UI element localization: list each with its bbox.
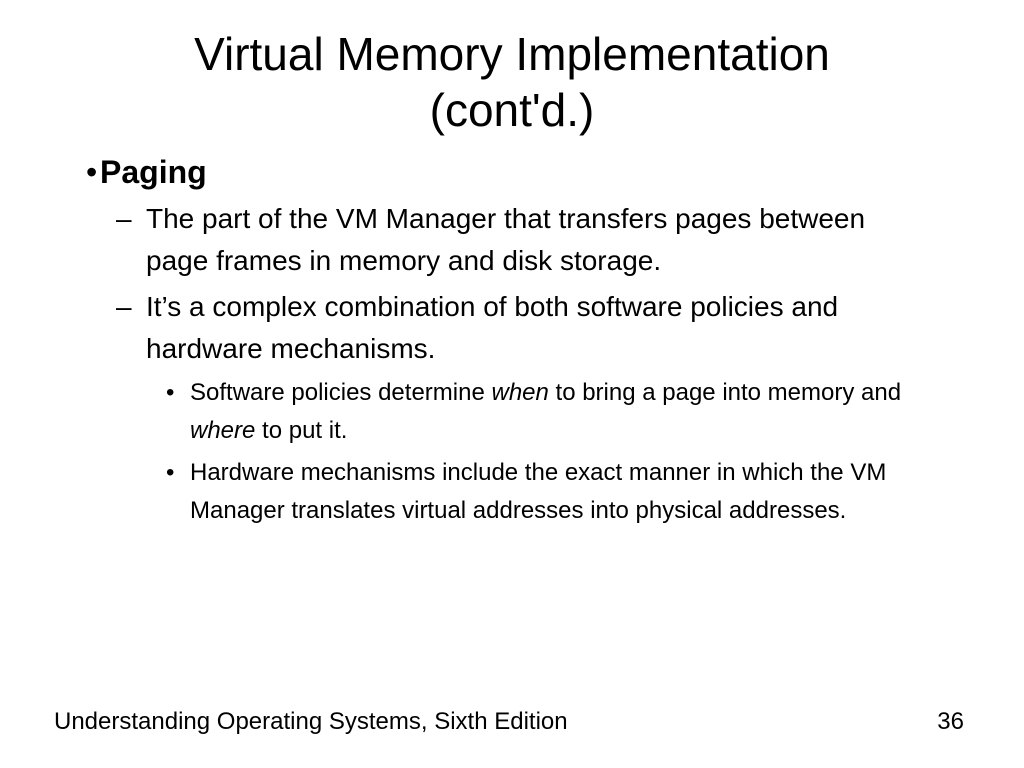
slide-title-line2: (cont'd.) <box>429 84 595 136</box>
dash-marker: – <box>116 291 132 322</box>
software-policies-part2: to bring a page into memory and <box>548 379 902 406</box>
footer-book-title: Understanding Operating Systems, Sixth Edition <box>54 708 568 735</box>
subbullet-combination-text: It’s a complex combination of both software policies and hardware mechanisms. <box>146 291 839 364</box>
subbullet-definition-text: The part of the VM Manager that transfers pages between page frames in memory and disk storage. <box>146 203 866 276</box>
slide-title-line1: Virtual Memory Implementation <box>194 28 830 80</box>
subbullet-definition <box>0 198 1024 282</box>
subbullet-combination <box>0 286 1024 370</box>
dot-marker: • <box>166 379 175 406</box>
bullet-marker: • <box>86 154 98 190</box>
slide-title <box>0 26 1024 138</box>
dot-marker: • <box>166 459 175 486</box>
hardware-mechanisms-text: Hardware mechanisms include the exact manner in which the VM Manager translates virtual addresses into physical addresses. <box>190 459 887 524</box>
software-policies-part1: Software policies determine <box>190 379 492 406</box>
subsubbullet-hardware-mechanisms <box>0 454 1024 530</box>
subsubbullet-software-policies <box>0 374 1024 450</box>
slide-body <box>0 150 1024 530</box>
software-policies-where: where <box>190 417 256 444</box>
footer-page-number: 36 <box>937 708 964 735</box>
dash-marker: – <box>116 203 132 234</box>
bullet-paging-text: Paging <box>100 154 207 190</box>
software-policies-part3: to put it. <box>255 417 348 444</box>
bullet-paging <box>0 150 1024 194</box>
software-policies-when: when <box>491 379 549 406</box>
